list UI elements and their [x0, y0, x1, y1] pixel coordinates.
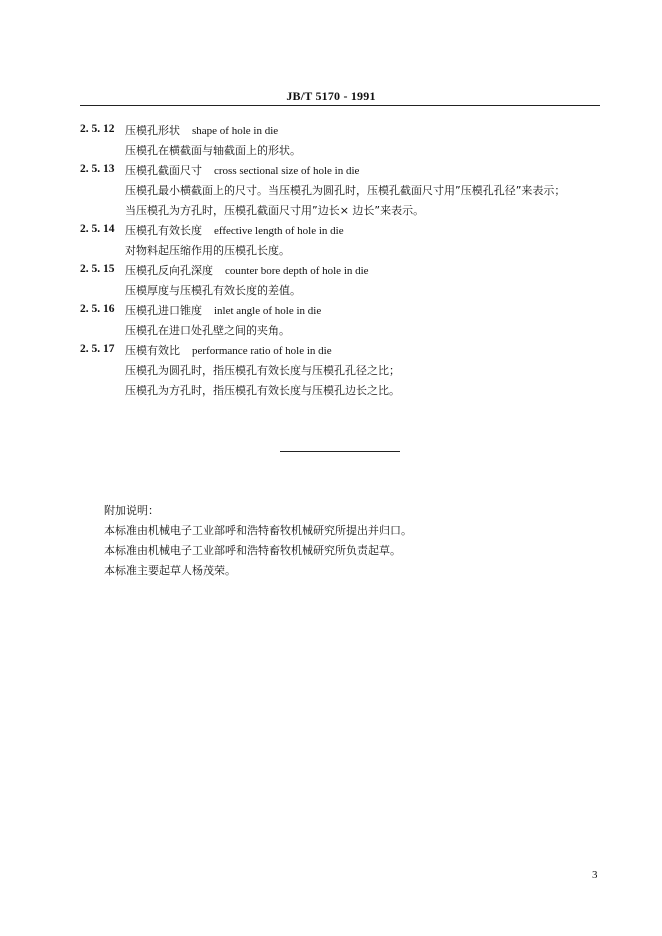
entry-number: 2. 5. 13 [80, 163, 115, 175]
notes-line: 本标准主要起草人杨茂荣。 [104, 564, 236, 577]
term-english: counter bore depth of hole in die [225, 265, 369, 277]
term-chinese: 压模孔进口锥度 [125, 304, 202, 317]
page-number: 3 [592, 869, 598, 881]
end-rule [280, 451, 400, 452]
term-chinese: 压模孔形状 [125, 124, 180, 137]
entry-term [125, 222, 344, 238]
entry-number: 2. 5. 12 [80, 123, 115, 135]
entry-number: 2. 5. 17 [80, 343, 115, 355]
term-english: performance ratio of hole in die [192, 345, 332, 357]
entry-number: 2. 5. 15 [80, 263, 115, 275]
entry-definition: 压模厚度与压模孔有效长度的差值。 [125, 284, 301, 297]
notes-line: 本标准由机械电子工业部呼和浩特畜牧机械研究所负责起草。 [104, 544, 401, 557]
entry-number: 2. 5. 16 [80, 303, 115, 315]
term-english: inlet angle of hole in die [214, 305, 322, 317]
entry-term [125, 342, 332, 358]
header-rule [80, 105, 600, 106]
document-header-code: JB/T 5170 - 1991 [286, 89, 376, 103]
term-english: effective length of hole in die [214, 225, 344, 237]
notes-line: 本标准由机械电子工业部呼和浩特畜牧机械研究所提出并归口。 [104, 524, 412, 537]
entry-definition: 当压模孔为方孔时，压模孔截面尺寸用”边长× 边长”来表示。 [125, 204, 425, 217]
entry-term [125, 262, 369, 278]
term-chinese: 压模孔有效长度 [125, 224, 202, 237]
entry-term [125, 162, 359, 178]
term-chinese: 压模孔截面尺寸 [125, 164, 202, 177]
term-chinese: 压模有效比 [125, 344, 180, 357]
entry-definition: 压模孔在横截面与轴截面上的形状。 [125, 144, 301, 157]
term-english: cross sectional size of hole in die [214, 165, 360, 177]
term-chinese: 压模孔反向孔深度 [125, 264, 213, 277]
term-english: shape of hole in die [192, 125, 279, 137]
entry-term [125, 122, 278, 138]
notes-heading: 附加说明： [104, 504, 159, 517]
entry-term [125, 302, 321, 318]
entry-definition: 对物料起压缩作用的压模孔长度。 [125, 244, 290, 257]
entry-definition: 压模孔最小横截面上的尺寸。当压模孔为圆孔时，压模孔截面尺寸用”压模孔孔径”来表示； [125, 184, 566, 197]
entry-number: 2. 5. 14 [80, 223, 115, 235]
entry-definition: 压模孔在进口处孔壁之间的夹角。 [125, 324, 290, 337]
entry-definition: 压模孔为圆孔时，指压模孔有效长度与压模孔孔径之比； [125, 364, 400, 377]
entry-definition: 压模孔为方孔时，指压模孔有效长度与压模孔边长之比。 [125, 384, 400, 397]
